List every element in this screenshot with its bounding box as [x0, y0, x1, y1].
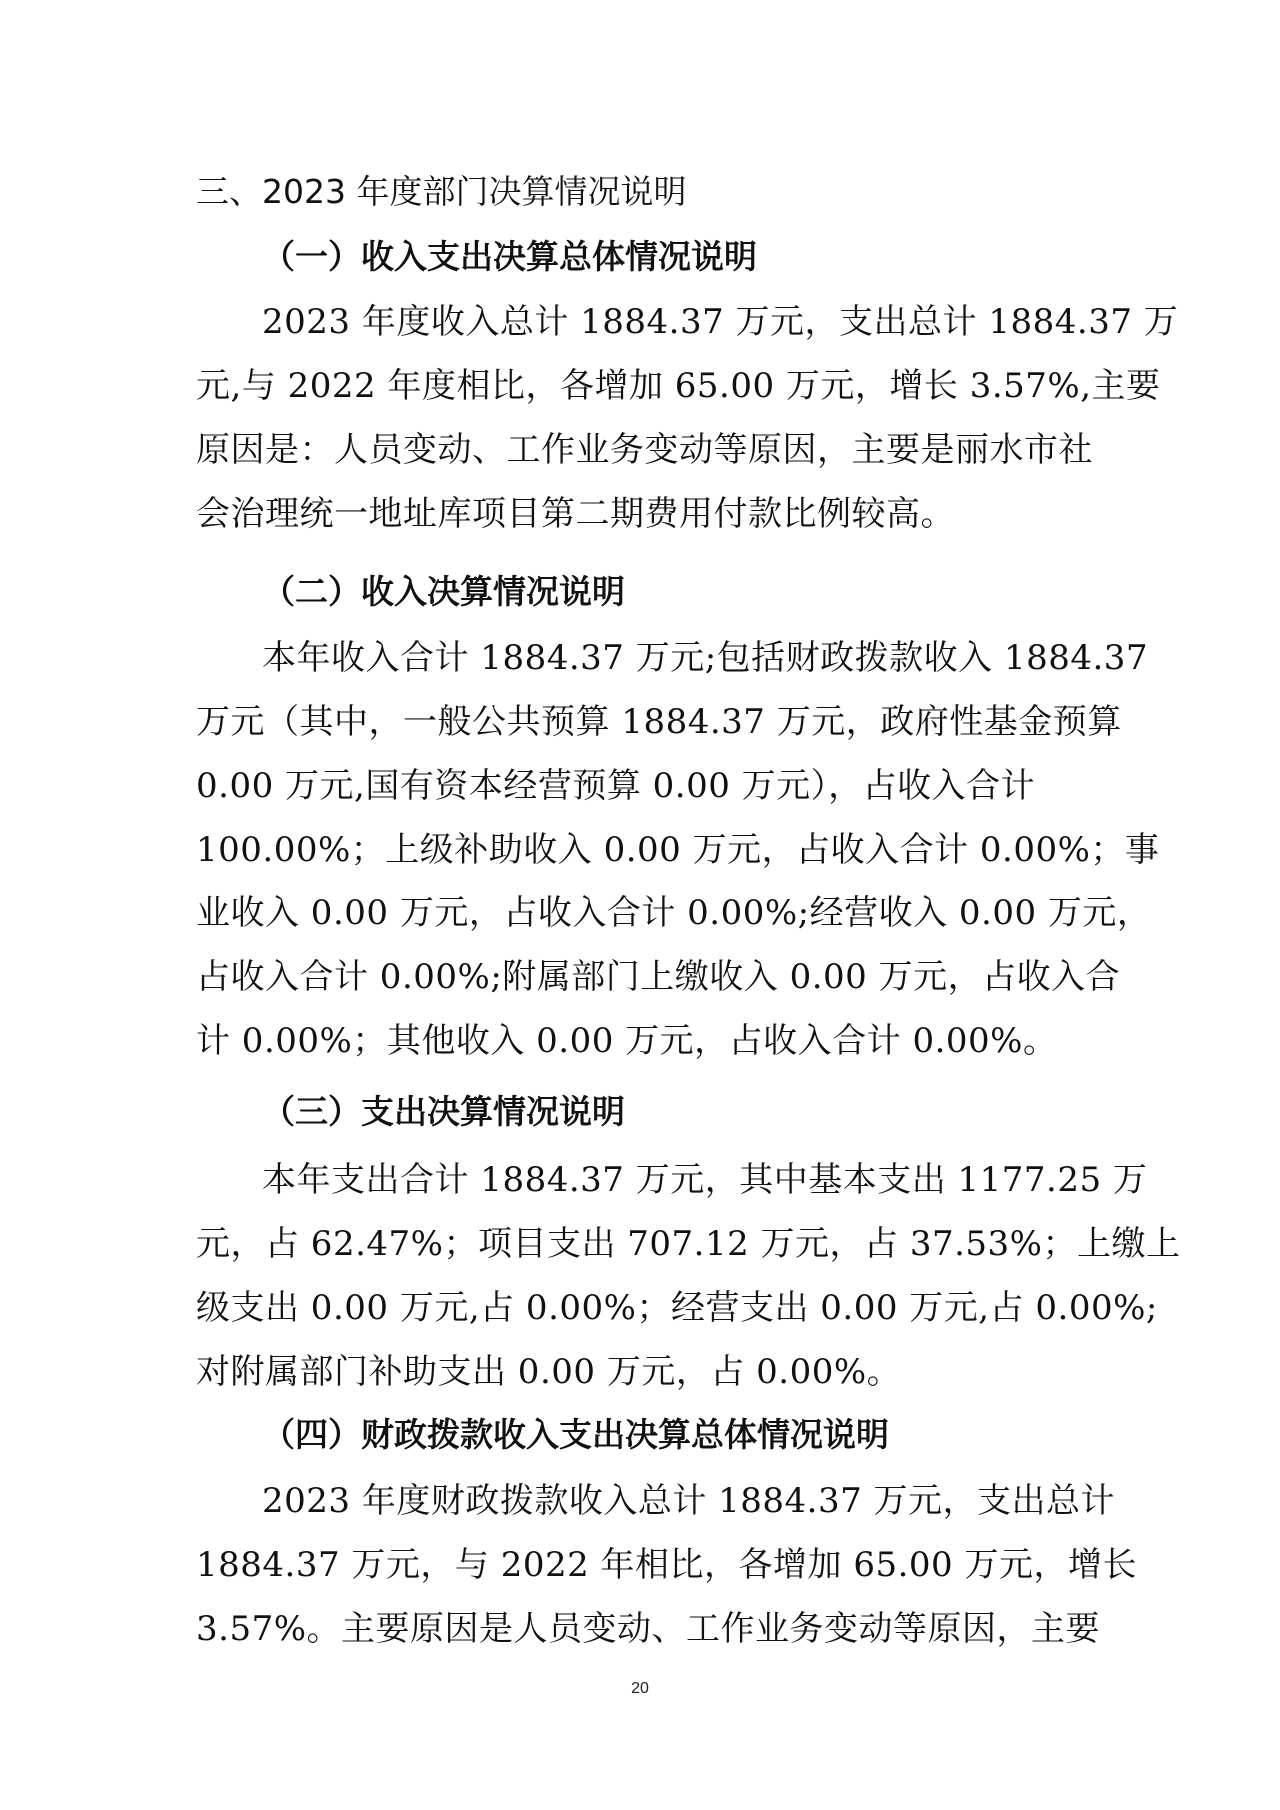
page-number: 20	[631, 1680, 649, 1697]
paragraph-line: 3.57%。主要原因是人员变动、工作业务变动等原因，主要	[196, 1609, 1101, 1649]
paragraph-line: 2023 年度财政拨款收入总计 1884.37 万元，支出总计	[262, 1481, 1116, 1521]
paragraph-line: 1884.37 万元，与 2022 年相比，各增加 65.00 万元，增长	[196, 1545, 1137, 1585]
paragraph-line: 100.00%；上级补助收入 0.00 万元，占收入合计 0.00%；事	[196, 830, 1160, 870]
subsection-heading-income-expenditure-overall: （一）收入支出决算总体情况说明	[262, 237, 757, 276]
paragraph-line: 级支出 0.00 万元,占 0.00%；经营支出 0.00 万元,占 0.00%;	[196, 1288, 1158, 1328]
paragraph-line: 2023 年度收入总计 1884.37 万元，支出总计 1884.37 万	[262, 302, 1179, 342]
paragraph-line: 本年收入合计 1884.37 万元;包括财政拨款收入 1884.37	[262, 638, 1149, 678]
subsection-heading-fiscal-appropriation-overall: （四）财政拨款收入支出决算总体情况说明	[262, 1415, 889, 1454]
paragraph-line: 本年支出合计 1884.37 万元，其中基本支出 1177.25 万	[262, 1160, 1148, 1200]
paragraph-line: 万元（其中，一般公共预算 1884.37 万元，政府性基金预算	[196, 702, 1122, 742]
subsection-heading-income: （二）收入决算情况说明	[262, 572, 625, 611]
paragraph-line: 计 0.00%；其他收入 0.00 万元，占收入合计 0.00%。	[196, 1021, 1058, 1061]
paragraph-line: 对附属部门补助支出 0.00 万元，占 0.00%。	[196, 1352, 902, 1392]
section-title: 三、2023 年度部门决算情况说明	[196, 172, 687, 211]
paragraph-line: 会治理统一地址库项目第二期费用付款比例较高。	[196, 494, 955, 534]
paragraph-line: 原因是：人员变动、工作业务变动等原因，主要是丽水市社	[196, 430, 1093, 470]
paragraph-line: 元，占 62.47%；项目支出 707.12 万元，占 37.53%；上缴上	[196, 1224, 1181, 1264]
paragraph-line: 0.00 万元,国有资本经营预算 0.00 万元），占收入合计	[196, 766, 1036, 806]
paragraph-line: 业收入 0.00 万元，占收入合计 0.00%;经营收入 0.00 万元，	[196, 893, 1152, 933]
paragraph-line: 元,与 2022 年度相比，各增加 65.00 万元，增长 3.57%,主要	[196, 366, 1161, 406]
subsection-heading-expenditure: （三）支出决算情况说明	[262, 1092, 625, 1131]
paragraph-line: 占收入合计 0.00%;附属部门上缴收入 0.00 万元，占收入合	[196, 957, 1121, 997]
